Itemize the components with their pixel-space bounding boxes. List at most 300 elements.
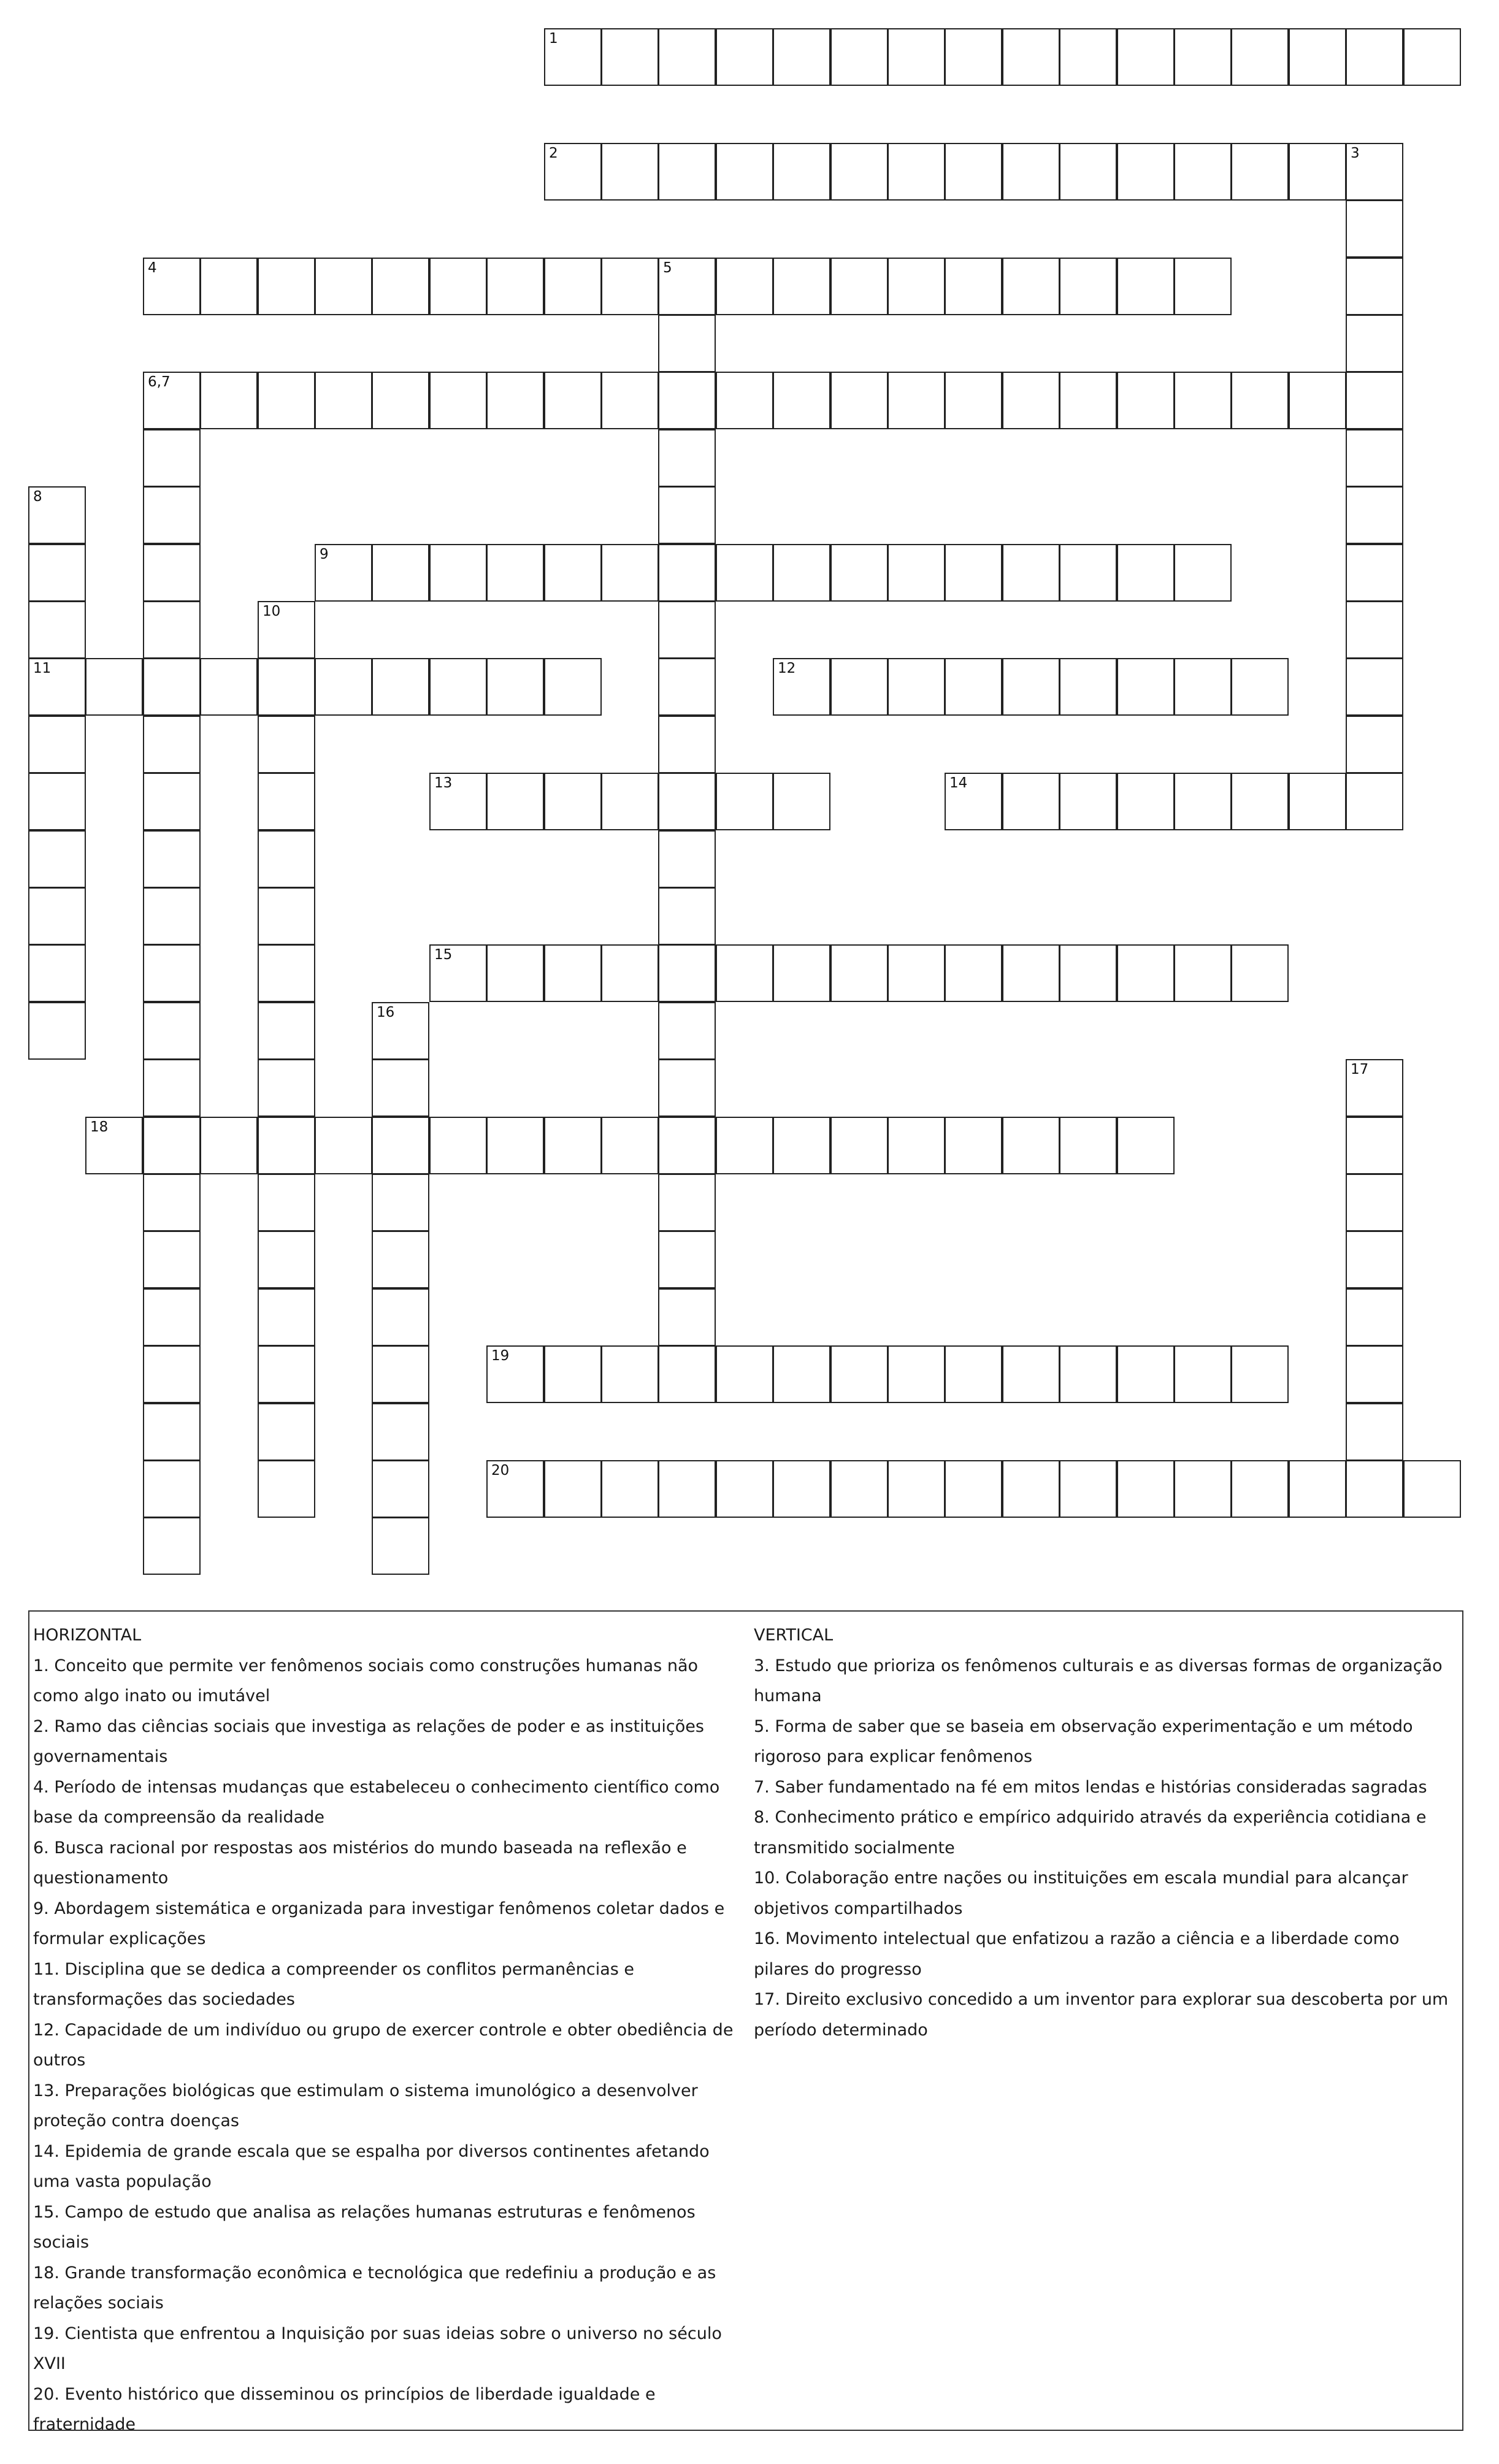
clue-number: 3 — [1351, 145, 1360, 161]
grid-cell[interactable] — [1346, 486, 1403, 544]
grid-cell[interactable] — [315, 372, 372, 429]
grid-cell[interactable] — [888, 143, 945, 201]
grid-cell[interactable] — [1117, 773, 1175, 830]
grid-cell[interactable] — [601, 944, 659, 1002]
grid-cell[interactable] — [372, 1345, 429, 1403]
grid-cell[interactable] — [1002, 773, 1060, 830]
grid-cell[interactable] — [1346, 601, 1403, 659]
grid-cell[interactable] — [945, 372, 1002, 429]
grid-cell[interactable] — [1174, 544, 1232, 602]
grid-cell[interactable] — [601, 1345, 659, 1403]
grid-cell[interactable] — [773, 1460, 830, 1518]
grid-cell[interactable] — [658, 830, 716, 888]
grid-cell[interactable] — [773, 658, 830, 716]
grid-cell[interactable] — [945, 544, 1002, 602]
down-clue: 7. Saber fundamentado na fé em mitos lendas e histórias consideradas sagradas — [754, 1777, 1427, 1797]
grid-cell[interactable] — [372, 1288, 429, 1346]
down-clue: 5. Forma de saber que se baseia em observação experimentação e um método rigoroso para explicar fenômenos — [754, 1716, 1413, 1766]
grid-cell[interactable] — [1346, 315, 1403, 372]
grid-cell[interactable] — [1346, 258, 1403, 315]
grid-cell[interactable] — [258, 944, 315, 1002]
grid-cell[interactable] — [1231, 1460, 1289, 1518]
grid-cell[interactable] — [1002, 143, 1060, 201]
grid-cell[interactable] — [1059, 28, 1117, 86]
grid-cell[interactable] — [773, 773, 830, 830]
grid-cell[interactable] — [658, 1174, 716, 1231]
clue-number: 12 — [778, 660, 796, 676]
grid-cell[interactable] — [1346, 200, 1403, 258]
grid-cell[interactable] — [888, 944, 945, 1002]
clue-number: 11 — [33, 660, 52, 676]
grid-cell[interactable] — [143, 486, 201, 544]
grid-cell[interactable] — [658, 486, 716, 544]
grid-cell[interactable] — [1059, 544, 1117, 602]
grid-cell[interactable] — [1117, 1117, 1175, 1174]
grid-cell[interactable] — [888, 372, 945, 429]
grid-cell[interactable] — [486, 1117, 544, 1174]
grid-cell[interactable] — [544, 1460, 602, 1518]
grid-cell[interactable] — [372, 1059, 429, 1117]
grid-cell[interactable] — [1002, 372, 1060, 429]
grid-cell[interactable] — [658, 372, 716, 429]
grid-cell[interactable] — [773, 944, 830, 1002]
grid-cell[interactable] — [601, 258, 659, 315]
grid-cell[interactable] — [1117, 1460, 1175, 1518]
grid-cell[interactable] — [143, 1002, 201, 1060]
grid-cell[interactable] — [28, 658, 86, 716]
grid-cell[interactable] — [544, 1117, 602, 1174]
grid-cell[interactable] — [1231, 944, 1289, 1002]
grid-cell[interactable] — [1117, 544, 1175, 602]
grid-cell[interactable] — [1231, 658, 1289, 716]
grid-cell[interactable] — [1346, 28, 1403, 86]
grid-cell[interactable] — [486, 372, 544, 429]
grid-cell[interactable] — [773, 1117, 830, 1174]
grid-cell[interactable] — [315, 544, 372, 602]
grid-cell[interactable] — [658, 429, 716, 487]
grid-cell[interactable] — [143, 1117, 201, 1174]
grid-cell[interactable] — [1174, 1460, 1232, 1518]
grid-cell[interactable] — [1346, 1403, 1403, 1461]
grid-cell[interactable] — [830, 143, 888, 201]
clue-number: 14 — [949, 775, 968, 791]
grid-cell[interactable] — [372, 1403, 429, 1461]
grid-cell[interactable] — [716, 1460, 773, 1518]
grid-cell[interactable] — [143, 773, 201, 830]
grid-cell[interactable] — [372, 1002, 429, 1060]
grid-cell[interactable] — [372, 1174, 429, 1231]
grid-cell[interactable] — [1346, 429, 1403, 487]
grid-cell[interactable] — [1403, 1460, 1461, 1518]
grid-cell[interactable] — [258, 1231, 315, 1288]
grid-cell[interactable] — [830, 1460, 888, 1518]
clue-number: 15 — [434, 947, 453, 963]
down-clue: 10. Colaboração entre nações ou instituições em escala mundial para alcançar objetivos compartilhados — [754, 1869, 1408, 1918]
grid-cell[interactable] — [716, 544, 773, 602]
grid-cell[interactable] — [945, 28, 1002, 86]
grid-cell[interactable] — [28, 887, 86, 945]
grid-cell[interactable] — [372, 1117, 429, 1174]
grid-cell[interactable] — [1231, 28, 1289, 86]
across-clue: 14. Epidemia de grande escala que se espalha por diversos continentes afetando uma vasta população — [33, 2141, 710, 2191]
grid-cell[interactable] — [658, 1460, 716, 1518]
grid-cell[interactable] — [486, 258, 544, 315]
grid-cell[interactable] — [1059, 372, 1117, 429]
grid-cell[interactable] — [372, 258, 429, 315]
across-clue: 12. Capacidade de um indivíduo ou grupo de exercer controle e obter obediência de outros — [33, 2020, 734, 2070]
grid-cell[interactable] — [773, 1345, 830, 1403]
grid-cell[interactable] — [1002, 258, 1060, 315]
grid-cell[interactable] — [1174, 658, 1232, 716]
grid-cell[interactable] — [658, 601, 716, 659]
grid-cell[interactable] — [1002, 1460, 1060, 1518]
grid-cell[interactable] — [544, 944, 602, 1002]
down-clues-column — [754, 1620, 1459, 2045]
grid-cell[interactable] — [945, 1460, 1002, 1518]
grid-cell[interactable] — [830, 1117, 888, 1174]
grid-cell[interactable] — [1174, 773, 1232, 830]
grid-cell[interactable] — [1289, 372, 1346, 429]
grid-cell[interactable] — [28, 601, 86, 659]
grid-cell[interactable] — [888, 544, 945, 602]
grid-cell[interactable] — [200, 658, 258, 716]
grid-cell[interactable] — [945, 944, 1002, 1002]
grid-cell[interactable] — [1346, 1174, 1403, 1231]
grid-cell[interactable] — [486, 1460, 544, 1518]
grid-cell[interactable] — [1289, 773, 1346, 830]
grid-cell[interactable] — [1059, 143, 1117, 201]
grid-cell[interactable] — [830, 544, 888, 602]
grid-cell[interactable] — [258, 1059, 315, 1117]
grid-cell[interactable] — [658, 716, 716, 773]
grid-cell[interactable] — [658, 315, 716, 372]
grid-cell[interactable] — [28, 773, 86, 830]
grid-cell[interactable] — [1002, 658, 1060, 716]
grid-cell[interactable] — [830, 372, 888, 429]
down-heading: VERTICAL — [754, 1626, 834, 1645]
grid-cell[interactable] — [1002, 28, 1060, 86]
grid-cell[interactable] — [1002, 1117, 1060, 1174]
clue-number: 20 — [491, 1463, 510, 1479]
grid-cell[interactable] — [1059, 773, 1117, 830]
grid-cell[interactable] — [372, 1517, 429, 1575]
grid-cell[interactable] — [143, 887, 201, 945]
grid-cell[interactable] — [716, 944, 773, 1002]
grid-cell[interactable] — [601, 544, 659, 602]
grid-cell[interactable] — [716, 1117, 773, 1174]
grid-cell[interactable] — [658, 1117, 716, 1174]
grid-cell[interactable] — [716, 773, 773, 830]
grid-cell[interactable] — [1174, 372, 1232, 429]
grid-cell[interactable] — [658, 143, 716, 201]
grid-cell[interactable] — [658, 1345, 716, 1403]
grid-cell[interactable] — [773, 372, 830, 429]
grid-cell[interactable] — [601, 1117, 659, 1174]
clue-number: 5 — [663, 260, 672, 276]
grid-cell[interactable] — [945, 258, 1002, 315]
across-clue: 4. Período de intensas mudanças que estabeleceu o conhecimento científico como base da compreensão da realidade — [33, 1777, 720, 1827]
grid-cell[interactable] — [1117, 944, 1175, 1002]
grid-cell[interactable] — [1059, 1117, 1117, 1174]
grid-cell[interactable] — [658, 887, 716, 945]
grid-cell[interactable] — [143, 830, 201, 888]
grid-cell[interactable] — [1346, 773, 1403, 830]
grid-cell[interactable] — [658, 773, 716, 830]
down-clue: 16. Movimento intelectual que enfatizou a razão a ciência e a liberdade como pilares do progresso — [754, 1929, 1400, 1979]
grid-cell[interactable] — [544, 658, 602, 716]
grid-cell[interactable] — [1346, 143, 1403, 201]
grid-cell[interactable] — [258, 1002, 315, 1060]
grid-cell[interactable] — [1174, 28, 1232, 86]
clue-number: 9 — [320, 546, 329, 562]
grid-cell[interactable] — [143, 944, 201, 1002]
grid-cell[interactable] — [1231, 1345, 1289, 1403]
across-clue: 13. Preparações biológicas que estimulam o sistema imunológico a desenvolver proteção contra doenças — [33, 2081, 698, 2130]
grid-cell[interactable] — [830, 1345, 888, 1403]
grid-cell[interactable] — [716, 28, 773, 86]
grid-cell[interactable] — [945, 143, 1002, 201]
grid-cell[interactable] — [258, 372, 315, 429]
grid-cell[interactable] — [888, 1460, 945, 1518]
grid-cell[interactable] — [429, 1117, 487, 1174]
grid-cell[interactable] — [486, 1345, 544, 1403]
grid-cell[interactable] — [143, 544, 201, 602]
grid-cell[interactable] — [544, 544, 602, 602]
grid-cell[interactable] — [1346, 1059, 1403, 1117]
grid-cell[interactable] — [258, 830, 315, 888]
grid-cell[interactable] — [1002, 1345, 1060, 1403]
grid-cell[interactable] — [1117, 1345, 1175, 1403]
grid-cell[interactable] — [1231, 143, 1289, 201]
grid-cell[interactable] — [658, 1288, 716, 1346]
grid-cell[interactable] — [1117, 372, 1175, 429]
grid-cell[interactable] — [28, 486, 86, 544]
grid-cell[interactable] — [258, 1345, 315, 1403]
grid-cell[interactable] — [658, 658, 716, 716]
grid-cell[interactable] — [1403, 28, 1461, 86]
grid-cell[interactable] — [143, 1517, 201, 1575]
grid-cell[interactable] — [143, 601, 201, 659]
grid-cell[interactable] — [143, 658, 201, 716]
grid-cell[interactable] — [372, 658, 429, 716]
across-clues-column — [33, 1620, 745, 2440]
grid-cell[interactable] — [1289, 28, 1346, 86]
grid-cell[interactable] — [486, 773, 544, 830]
down-clue: 17. Direito exclusivo concedido a um inventor para explorar sua descoberta por um período determinado — [754, 1990, 1449, 2040]
grid-cell[interactable] — [1059, 1345, 1117, 1403]
grid-cell[interactable] — [429, 544, 487, 602]
grid-cell[interactable] — [544, 143, 602, 201]
grid-cell[interactable] — [258, 1117, 315, 1174]
grid-cell[interactable] — [1346, 1288, 1403, 1346]
grid-cell[interactable] — [1231, 372, 1289, 429]
grid-cell[interactable] — [544, 773, 602, 830]
grid-cell[interactable] — [544, 258, 602, 315]
grid-cell[interactable] — [773, 28, 830, 86]
grid-cell[interactable] — [1346, 1460, 1403, 1518]
grid-cell[interactable] — [888, 1345, 945, 1403]
grid-cell[interactable] — [888, 28, 945, 86]
grid-cell[interactable] — [429, 658, 487, 716]
grid-cell[interactable] — [945, 1345, 1002, 1403]
grid-cell[interactable] — [258, 1288, 315, 1346]
grid-cell[interactable] — [945, 658, 1002, 716]
grid-cell[interactable] — [1117, 28, 1175, 86]
grid-cell[interactable] — [143, 1460, 201, 1518]
grid-cell[interactable] — [315, 258, 372, 315]
grid-cell[interactable] — [143, 1174, 201, 1231]
across-heading: HORIZONTAL — [33, 1626, 142, 1645]
grid-cell[interactable] — [28, 944, 86, 1002]
grid-cell[interactable] — [143, 1288, 201, 1346]
grid-cell[interactable] — [1346, 544, 1403, 602]
grid-cell[interactable] — [601, 372, 659, 429]
grid-cell[interactable] — [200, 372, 258, 429]
grid-cell[interactable] — [1346, 1231, 1403, 1288]
grid-cell[interactable] — [143, 372, 201, 429]
grid-cell[interactable] — [544, 28, 602, 86]
grid-cell[interactable] — [315, 1117, 372, 1174]
grid-cell[interactable] — [143, 716, 201, 773]
grid-cell[interactable] — [830, 258, 888, 315]
grid-cell[interactable] — [1059, 1460, 1117, 1518]
grid-cell[interactable] — [258, 716, 315, 773]
grid-cell[interactable] — [143, 1345, 201, 1403]
grid-cell[interactable] — [601, 1460, 659, 1518]
grid-cell[interactable] — [143, 429, 201, 487]
grid-cell[interactable] — [28, 544, 86, 602]
grid-cell[interactable] — [1174, 1345, 1232, 1403]
grid-cell[interactable] — [830, 658, 888, 716]
grid-cell[interactable] — [486, 944, 544, 1002]
grid-cell[interactable] — [1346, 716, 1403, 773]
grid-cell[interactable] — [888, 658, 945, 716]
grid-cell[interactable] — [773, 143, 830, 201]
grid-cell[interactable] — [258, 887, 315, 945]
grid-cell[interactable] — [658, 544, 716, 602]
grid-cell[interactable] — [1346, 1345, 1403, 1403]
grid-cell[interactable] — [258, 1174, 315, 1231]
grid-cell[interactable] — [601, 28, 659, 86]
grid-cell[interactable] — [258, 258, 315, 315]
grid-cell[interactable] — [258, 773, 315, 830]
grid-cell[interactable] — [1289, 143, 1346, 201]
grid-cell[interactable] — [1231, 773, 1289, 830]
grid-cell[interactable] — [830, 944, 888, 1002]
grid-cell[interactable] — [1174, 143, 1232, 201]
grid-cell[interactable] — [716, 143, 773, 201]
clue-number: 19 — [491, 1348, 510, 1364]
across-clue: 11. Disciplina que se dedica a compreender os conflitos permanências e transformações das sociedades — [33, 1959, 635, 2009]
grid-cell[interactable] — [315, 658, 372, 716]
grid-cell[interactable] — [1346, 1117, 1403, 1174]
grid-cell[interactable] — [1346, 658, 1403, 716]
grid-cell[interactable] — [429, 372, 487, 429]
grid-cell[interactable] — [888, 258, 945, 315]
grid-cell[interactable] — [28, 1002, 86, 1060]
grid-cell[interactable] — [28, 716, 86, 773]
grid-cell[interactable] — [28, 830, 86, 888]
grid-cell[interactable] — [372, 1460, 429, 1518]
clue-number: 6,7 — [148, 374, 171, 390]
across-clue: 9. Abordagem sistemática e organizada para investigar fenômenos coletar dados e formular explicações — [33, 1899, 725, 1948]
grid-cell[interactable] — [372, 1231, 429, 1288]
grid-cell[interactable] — [1117, 258, 1175, 315]
grid-cell[interactable] — [143, 1231, 201, 1288]
grid-cell[interactable] — [85, 658, 143, 716]
grid-cell[interactable] — [1174, 258, 1232, 315]
grid-cell[interactable] — [658, 1059, 716, 1117]
clue-number: 13 — [434, 775, 453, 791]
grid-cell[interactable] — [601, 773, 659, 830]
clue-number: 10 — [263, 603, 281, 619]
grid-cell[interactable] — [945, 1117, 1002, 1174]
clue-number: 8 — [33, 489, 42, 505]
grid-cell[interactable] — [716, 1345, 773, 1403]
grid-cell[interactable] — [716, 372, 773, 429]
grid-cell[interactable] — [716, 258, 773, 315]
grid-cell[interactable] — [258, 1460, 315, 1518]
grid-cell[interactable] — [1117, 658, 1175, 716]
grid-cell[interactable] — [773, 544, 830, 602]
across-clue: 2. Ramo das ciências sociais que investiga as relações de poder e as instituições governamentais — [33, 1716, 704, 1766]
across-clue: 18. Grande transformação econômica e tecnológica que redefiniu a produção e as relações sociais — [33, 2263, 716, 2313]
grid-cell[interactable] — [658, 258, 716, 315]
grid-cell[interactable] — [1002, 544, 1060, 602]
grid-cell[interactable] — [143, 258, 201, 315]
grid-cell[interactable] — [945, 773, 1002, 830]
grid-cell[interactable] — [429, 944, 487, 1002]
grid-cell[interactable] — [429, 258, 487, 315]
grid-cell[interactable] — [830, 28, 888, 86]
grid-cell[interactable] — [658, 28, 716, 86]
grid-cell[interactable] — [1059, 944, 1117, 1002]
grid-cell[interactable] — [658, 944, 716, 1002]
grid-cell[interactable] — [1059, 658, 1117, 716]
grid-cell[interactable] — [1289, 1460, 1346, 1518]
grid-cell[interactable] — [143, 1403, 201, 1461]
grid-cell[interactable] — [544, 1345, 602, 1403]
clue-number: 4 — [148, 260, 157, 276]
grid-cell[interactable] — [658, 1002, 716, 1060]
clue-number: 17 — [1351, 1062, 1369, 1077]
grid-cell[interactable] — [143, 1059, 201, 1117]
grid-cell[interactable] — [888, 1117, 945, 1174]
grid-cell[interactable] — [1002, 944, 1060, 1002]
clue-number: 2 — [549, 145, 558, 161]
grid-cell[interactable] — [486, 544, 544, 602]
grid-cell[interactable] — [1346, 372, 1403, 429]
grid-cell[interactable] — [1059, 258, 1117, 315]
grid-cell[interactable] — [1174, 944, 1232, 1002]
grid-cell[interactable] — [486, 658, 544, 716]
grid-cell[interactable] — [258, 601, 315, 659]
grid-cell[interactable] — [372, 544, 429, 602]
across-clue: 19. Cientista que enfrentou a Inquisição por suas ideias sobre o universo no século XVII — [33, 2324, 722, 2373]
grid-cell[interactable] — [544, 372, 602, 429]
grid-cell[interactable] — [200, 1117, 258, 1174]
grid-cell[interactable] — [429, 773, 487, 830]
grid-cell[interactable] — [372, 372, 429, 429]
grid-cell[interactable] — [1117, 143, 1175, 201]
grid-cell[interactable] — [258, 658, 315, 716]
grid-cell[interactable] — [658, 1231, 716, 1288]
grid-cell[interactable] — [85, 1117, 143, 1174]
grid-cell[interactable] — [200, 258, 258, 315]
grid-cell[interactable] — [258, 1403, 315, 1461]
grid-cell[interactable] — [773, 258, 830, 315]
grid-cell[interactable] — [601, 143, 659, 201]
